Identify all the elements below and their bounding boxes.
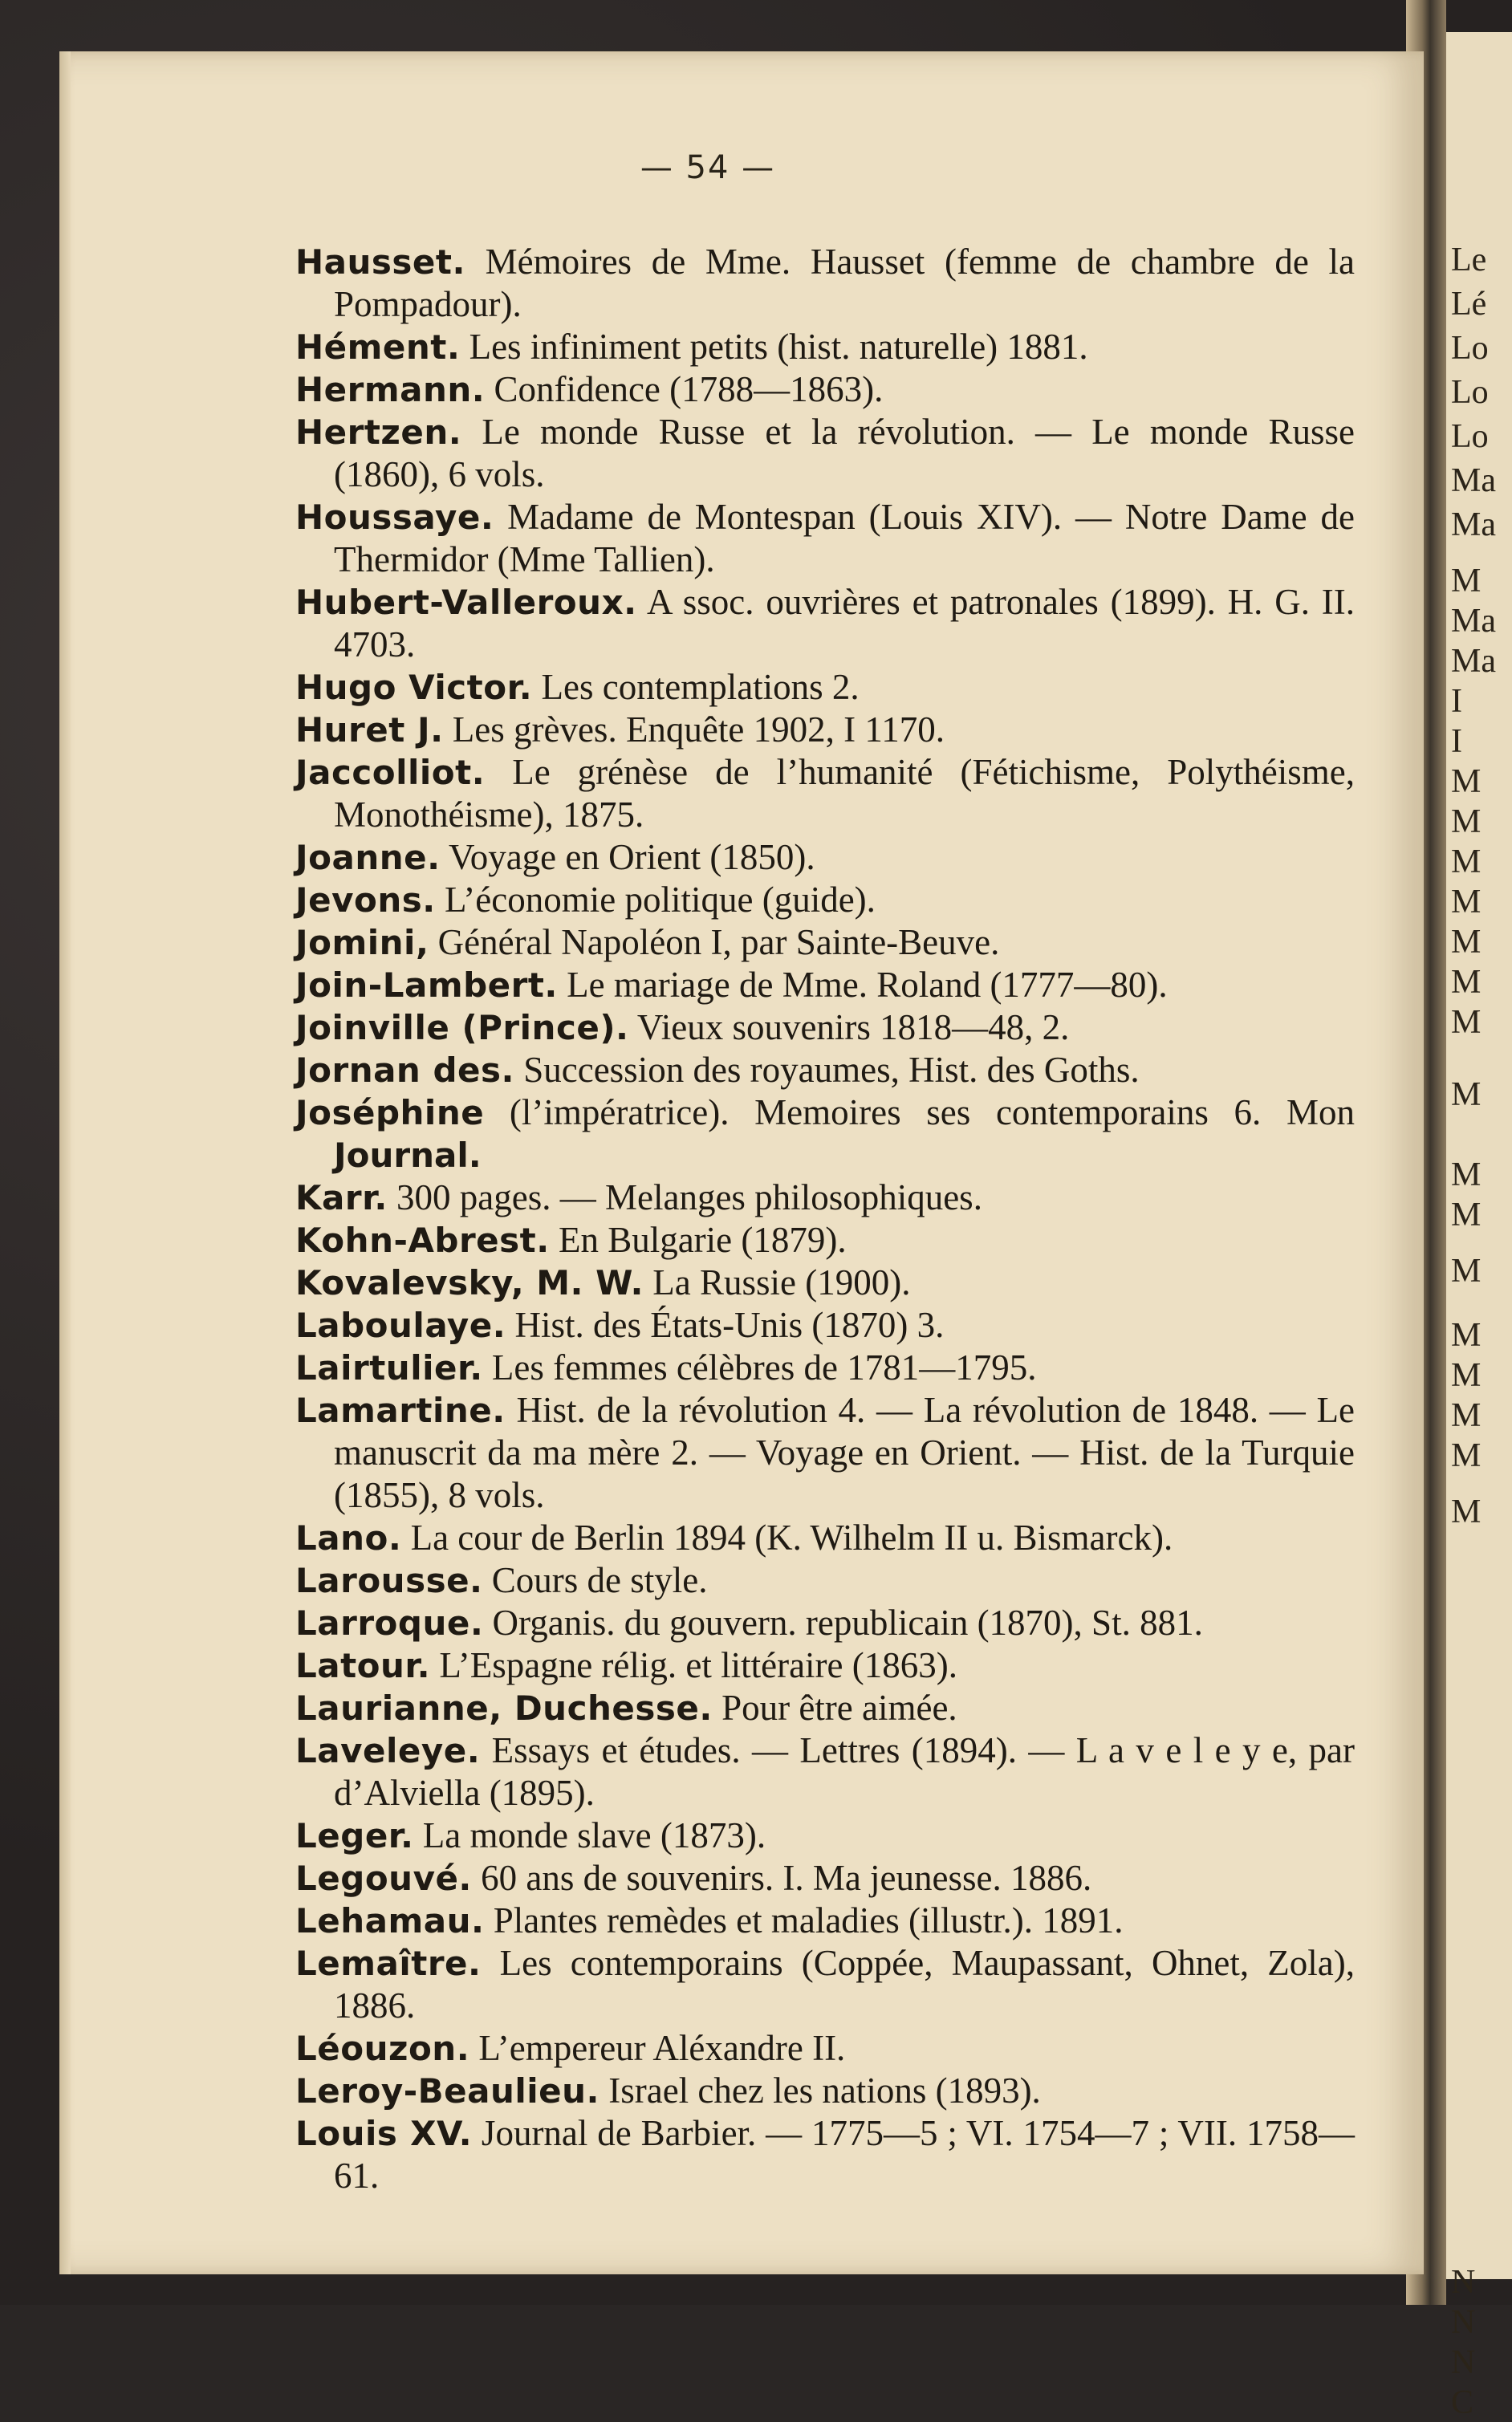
- entry-text: Les contemporains (Coppée, Maupassant, Ohnet, Zola), 1886.: [334, 1943, 1355, 2026]
- facing-page-fragment: Ma: [1451, 603, 1496, 640]
- bibliography-entry: [295, 1091, 1355, 1176]
- entry-text: Les infiniment petits (hist. naturelle) 1881.: [460, 327, 1088, 367]
- bibliography-entry: [295, 709, 1355, 751]
- facing-page-fragment: M: [1451, 1357, 1482, 1394]
- bibliography-entry: [295, 836, 1355, 879]
- bibliography-entry: [295, 1687, 1355, 1729]
- entry-text: L’Espagne rélig. et littéraire (1863).: [430, 1645, 957, 1685]
- bibliography-entry: [295, 1304, 1355, 1347]
- facing-page-fragment: N: [1451, 2264, 1476, 2301]
- facing-page-fragment: I: [1451, 683, 1462, 720]
- bibliography-entry: [295, 666, 1355, 709]
- entry-author: Jomini,: [295, 923, 429, 962]
- facing-page-fragment: M: [1451, 1197, 1482, 1233]
- entry-author: Jornan des.: [295, 1050, 514, 1090]
- entry-text: A ssoc. ouvrières et patronales (1899). H. G. II. 4703.: [334, 582, 1355, 664]
- entry-author: Huret J.: [295, 710, 444, 750]
- facing-page-fragment: M: [1451, 803, 1482, 840]
- entry-author: Léouzon.: [295, 2029, 470, 2068]
- facing-page-fragment: M: [1451, 1004, 1482, 1041]
- bibliography-entry: [295, 1644, 1355, 1687]
- bibliography-entry: [295, 1814, 1355, 1857]
- entry-author: Kovalevsky, M. W.: [295, 1263, 644, 1302]
- entry-author: Jevons.: [295, 880, 436, 920]
- entry-text: Général Napoléon I, par Sainte-Beuve.: [429, 922, 1000, 962]
- entry-text: Succession des royaumes, Hist. des Goths.: [514, 1050, 1140, 1090]
- bibliography-entry: [295, 1262, 1355, 1304]
- bibliography-entry: [295, 1389, 1355, 1517]
- page-edge: [59, 51, 71, 2274]
- entry-text: Le mariage de Mme. Roland (1777—80).: [557, 965, 1168, 1005]
- entry-author: Hugo Victor.: [295, 668, 533, 707]
- facing-page-fragment: M: [1451, 964, 1482, 1001]
- entry-text: (l’impératrice). Memoires ses contemporains 6. Mon: [484, 1092, 1355, 1132]
- bibliography-entry: [295, 1517, 1355, 1559]
- entry-text: La monde slave (1873).: [413, 1815, 766, 1855]
- entry-author: Lano.: [295, 1518, 402, 1558]
- entry-text: Les grèves. Enquête 1902, I 1170.: [443, 709, 945, 750]
- bibliography-entry: [295, 1729, 1355, 1814]
- facing-page-fragment: Ma: [1451, 643, 1496, 680]
- bibliography-entry: [295, 1006, 1355, 1049]
- facing-page-fragment: I: [1451, 723, 1462, 760]
- entry-text: L’empereur Aléxandre II.: [469, 2028, 846, 2068]
- facing-page-fragment: M: [1451, 763, 1482, 800]
- entry-author: Laurianne, Duchesse.: [295, 1688, 713, 1728]
- facing-page-fragment: M: [1451, 1156, 1482, 1193]
- facing-page-fragment: N: [1451, 2304, 1476, 2341]
- entry-author: Louis XV.: [295, 2114, 473, 2153]
- entry-author: Hertzen.: [295, 412, 462, 452]
- bibliography-entry: [295, 241, 1355, 326]
- facing-page-fragment: Lo: [1451, 374, 1489, 411]
- facing-page-fragment: Lo: [1451, 330, 1489, 367]
- entry-text: Voyage en Orient (1850).: [440, 837, 815, 877]
- facing-page-fragment: Le: [1451, 242, 1487, 278]
- entry-text: Pour être aimée.: [712, 1688, 957, 1728]
- bibliography-entry: [295, 1559, 1355, 1602]
- bibliography-entry: [295, 1900, 1355, 1942]
- facing-page-fragment: M: [1451, 1437, 1482, 1474]
- facing-page-fragment: M: [1451, 884, 1482, 920]
- facing-page-fragment: M: [1451, 1253, 1482, 1290]
- facing-page-fragment: Ma: [1451, 506, 1496, 543]
- entry-author: Lamartine.: [295, 1391, 506, 1430]
- entry-author: Lemaître.: [295, 1944, 482, 1983]
- bibliography-entry: [295, 879, 1355, 921]
- facing-page-fragment: N: [1451, 2344, 1476, 2381]
- facing-page-edge: [1445, 32, 1512, 2421]
- entry-text: Le monde Russe et la révolution. — Le monde Russe (1860), 6 vols.: [334, 412, 1355, 494]
- entry-author: Join-Lambert.: [295, 965, 558, 1005]
- entry-text: L’économie politique (guide).: [435, 880, 876, 920]
- entry-text: Hist. des États-Unis (1870) 3.: [506, 1305, 945, 1345]
- entry-author: Laboulaye.: [295, 1306, 506, 1345]
- entry-text: Vieux souvenirs 1818—48, 2.: [628, 1007, 1070, 1047]
- entry-author: Houssaye.: [295, 498, 494, 537]
- entry-text: Les femmes célèbres de 1781—1795.: [482, 1347, 1037, 1388]
- bibliography-entry: [295, 2070, 1355, 2112]
- entry-author: Jaccolliot.: [295, 753, 486, 792]
- bibliography-entry: [295, 1176, 1355, 1219]
- facing-page-fragment: M: [1451, 924, 1482, 961]
- entry-author: Joinville (Prince).: [295, 1008, 629, 1047]
- entry-author: Lairtulier.: [295, 1348, 483, 1388]
- facing-page-fragment: Lé: [1451, 286, 1487, 323]
- facing-page-fragment: Ma: [1451, 462, 1496, 499]
- entry-author: Hubert-Valleroux.: [295, 583, 637, 622]
- facing-page-fragment: M: [1451, 563, 1482, 599]
- facing-page-fragment: M: [1451, 843, 1482, 880]
- entry-text: Le grénèse de l’humanité (Fétichisme, Polythéisme, Monothéisme), 1875.: [334, 752, 1355, 835]
- entry-author: Larousse.: [295, 1561, 483, 1600]
- entry-text: Israel chez les nations (1893).: [600, 2070, 1041, 2111]
- bibliography-entry: [295, 1347, 1355, 1389]
- entry-author: Latour.: [295, 1646, 431, 1685]
- bibliography-entry: [295, 581, 1355, 666]
- entry-text: Confidence (1788—1863).: [485, 369, 884, 409]
- entry-text: Madame de Montespan (Louis XIV). — Notre Dame de Thermidor (Mme Tallien).: [334, 497, 1355, 579]
- entry-tail-title: Journal.: [334, 1136, 482, 1175]
- bibliography-entry: [295, 1049, 1355, 1091]
- entry-author: Laveleye.: [295, 1731, 481, 1770]
- entry-author: Hément.: [295, 327, 461, 367]
- entry-author: Joséphine: [295, 1093, 485, 1132]
- facing-page-fragment: M: [1451, 1493, 1482, 1530]
- entry-text: La cour de Berlin 1894 (K. Wilhelm II u. Bismarck).: [401, 1518, 1173, 1558]
- bibliography-entry: [295, 496, 1355, 581]
- bibliography-entry: [295, 1942, 1355, 2027]
- entry-author: Leger.: [295, 1816, 414, 1855]
- page-number: — 54 —: [640, 149, 776, 186]
- bibliography-entry: [295, 2027, 1355, 2070]
- bibliography-entry: [295, 368, 1355, 411]
- entry-text: Journal de Barbier. — 1775—5 ; VI. 1754—7 ; VII. 1758—61.: [334, 2113, 1355, 2196]
- entry-author: Joanne.: [295, 838, 441, 877]
- entry-text: Organis. du gouvern. republicain (1870), St. 881.: [483, 1603, 1203, 1643]
- entry-text: Plantes remèdes et maladies (illustr.). 1891.: [484, 1900, 1124, 1940]
- facing-page-fragment: Lo: [1451, 418, 1489, 455]
- bibliography-entry: [295, 921, 1355, 964]
- entry-author: Leroy-Beaulieu.: [295, 2071, 600, 2111]
- entry-text: Les contemplations 2.: [532, 667, 860, 707]
- entry-text: La Russie (1900).: [644, 1262, 911, 1302]
- bibliography-entry: [295, 2112, 1355, 2197]
- entry-text: En Bulgarie (1879).: [549, 1220, 847, 1260]
- bibliography-entry: [295, 411, 1355, 496]
- bibliography-entry: [295, 1219, 1355, 1262]
- facing-page-fragment: M: [1451, 1317, 1482, 1354]
- bibliography-entry: [295, 1602, 1355, 1644]
- facing-page-fragment: M: [1451, 1076, 1482, 1113]
- facing-page-fragment: M: [1451, 1397, 1482, 1434]
- bibliography-entry: [295, 326, 1355, 368]
- entry-author: Legouvé.: [295, 1859, 472, 1898]
- entry-text: Cours de style.: [482, 1560, 708, 1600]
- entry-author: Kohn-Abrest.: [295, 1221, 550, 1260]
- entry-author: Lehamau.: [295, 1901, 485, 1940]
- facing-page-fragment: C: [1451, 2384, 1474, 2421]
- entry-text: 300 pages. — Melanges philosophiques.: [387, 1177, 982, 1217]
- entry-author: Karr.: [295, 1178, 388, 1217]
- entry-text: Hist. de la révolution 4. — La révolution de 1848. — Le manuscrit da ma mère 2. — Voyage en Orient. — Hist. de la Turquie (1855), 8 vols.: [334, 1390, 1355, 1515]
- entry-text: 60 ans de souvenirs. I. Ma jeunesse. 1886.: [471, 1858, 1092, 1898]
- entry-author: Larroque.: [295, 1603, 484, 1643]
- bibliography-entry: [295, 1857, 1355, 1900]
- entry-author: Hausset.: [295, 242, 465, 282]
- bibliography-entry: [295, 964, 1355, 1006]
- entry-text: Mémoires de Mme. Hausset (femme de chambre de la Pompadour).: [334, 242, 1355, 324]
- entry-list: [295, 241, 1355, 2197]
- bibliography-entry: [295, 751, 1355, 836]
- entry-text: Essays et études. — Lettres (1894). — L a v e l e y e, par d’Alviella (1895).: [334, 1730, 1355, 1813]
- entry-author: Hermann.: [295, 370, 486, 409]
